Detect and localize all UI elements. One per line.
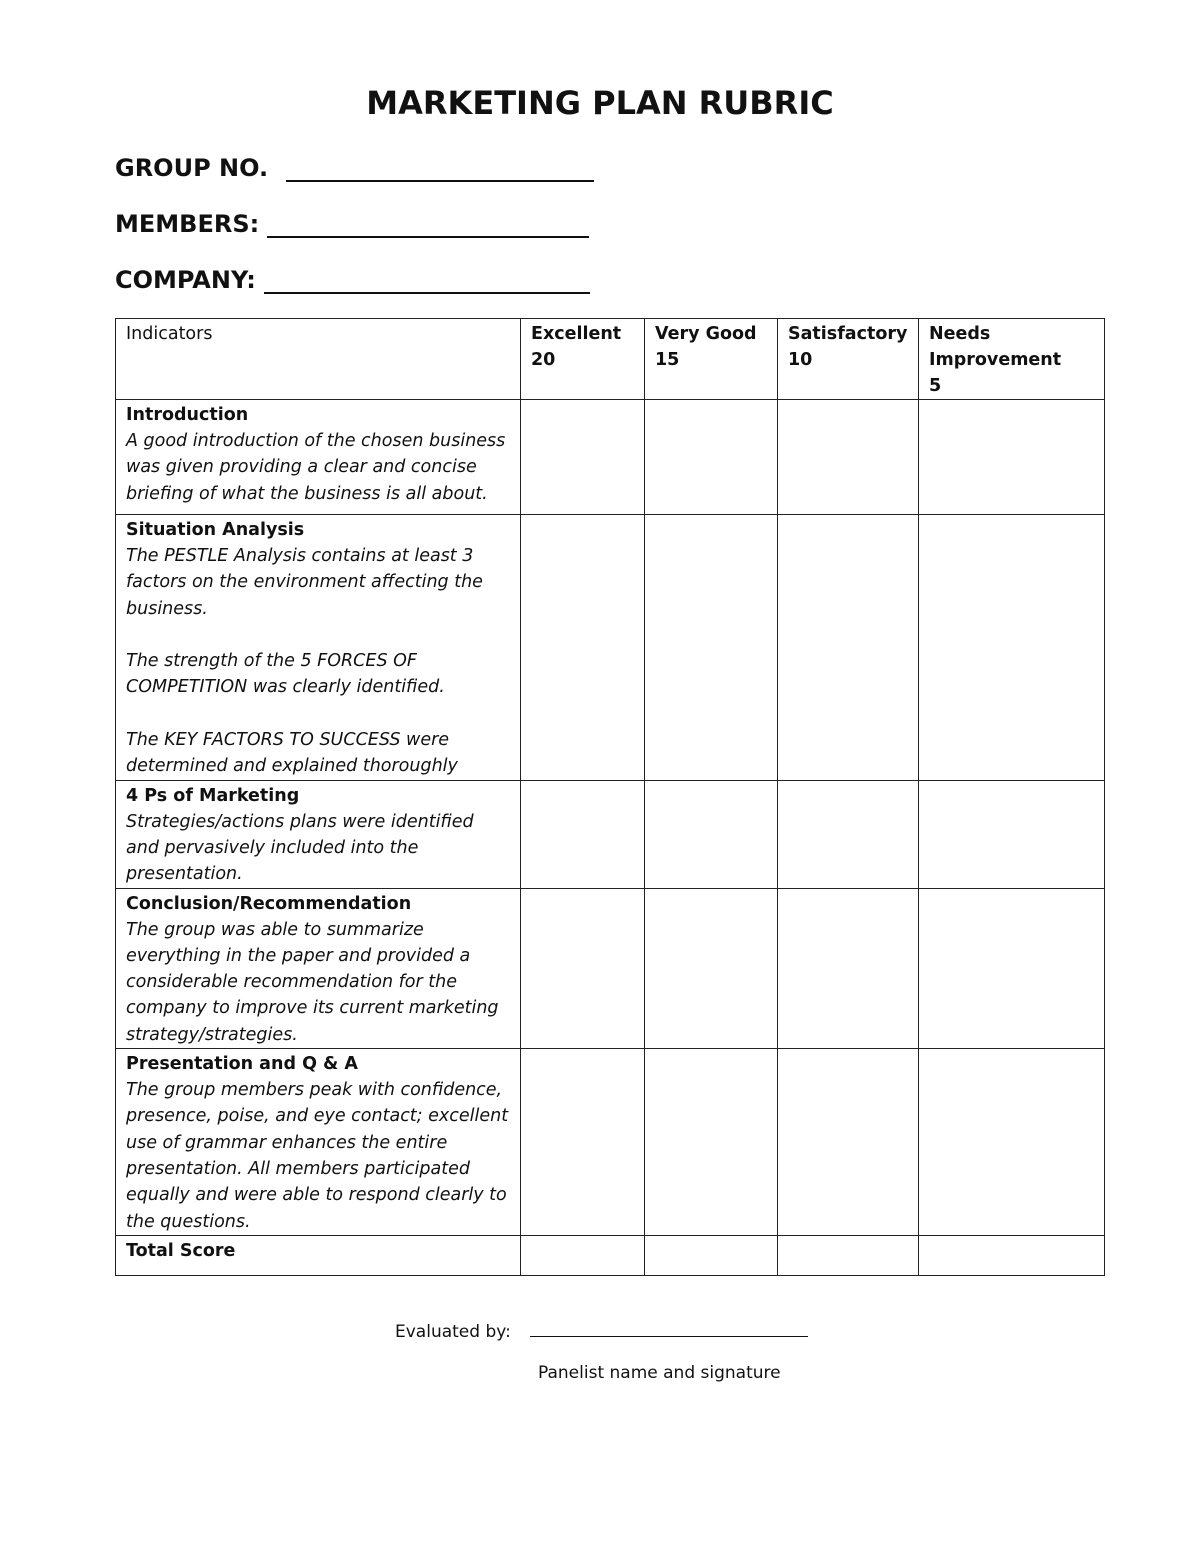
score-cell-satisfactory[interactable] bbox=[778, 780, 919, 888]
rubric-table bbox=[115, 318, 1105, 1276]
evaluated-by-label: Evaluated by: bbox=[395, 1322, 511, 1342]
score-cell-excellent[interactable] bbox=[521, 515, 645, 781]
header-needs-improvement: Needs Improvement 5 bbox=[919, 319, 1105, 400]
score-cell-needs-improvement[interactable] bbox=[919, 515, 1105, 781]
score-cell-satisfactory[interactable] bbox=[778, 888, 919, 1048]
group-number-field bbox=[115, 154, 594, 182]
members-field bbox=[115, 210, 589, 238]
indicator-cell: Presentation and Q & A The group members peak with confidence, presence, poise, and eye contact; excellent use of grammar enhances the entire presentation. All members participated equally and were able to respond clearly to the questions. bbox=[116, 1049, 521, 1236]
header-excellent: Excellent 20 bbox=[521, 319, 645, 400]
group-number-blank[interactable] bbox=[286, 158, 594, 182]
total-cell-very-good[interactable] bbox=[645, 1235, 778, 1275]
table-row bbox=[116, 400, 1105, 515]
score-cell-very-good[interactable] bbox=[645, 400, 778, 515]
total-score-row bbox=[116, 1235, 1105, 1275]
indicator-cell: Situation Analysis The PESTLE Analysis contains at least 3 factors on the environment affecting the business. The strength of the 5 FORCES OF COMPETITION was clearly identified. The KEY FACTORS TO SUCCESS were determined and explained thoroughly bbox=[116, 515, 521, 781]
evaluated-by bbox=[395, 1320, 808, 1342]
company-blank[interactable] bbox=[264, 270, 590, 294]
document-title: MARKETING PLAN RUBRIC bbox=[366, 84, 834, 122]
score-cell-excellent[interactable] bbox=[521, 780, 645, 888]
score-cell-excellent[interactable] bbox=[521, 888, 645, 1048]
header-satisfactory: Satisfactory 10 bbox=[778, 319, 919, 400]
score-cell-needs-improvement[interactable] bbox=[919, 1049, 1105, 1236]
total-score-label-cell: Total Score bbox=[116, 1235, 521, 1275]
score-cell-needs-improvement[interactable] bbox=[919, 400, 1105, 515]
score-cell-excellent[interactable] bbox=[521, 400, 645, 515]
header-very-good: Very Good 15 bbox=[645, 319, 778, 400]
evaluator-signature-blank[interactable] bbox=[530, 1320, 808, 1337]
group-number-label: GROUP NO. bbox=[115, 154, 269, 182]
total-cell-excellent[interactable] bbox=[521, 1235, 645, 1275]
score-cell-excellent[interactable] bbox=[521, 1049, 645, 1236]
header-indicators: Indicators bbox=[116, 319, 521, 400]
score-cell-very-good[interactable] bbox=[645, 515, 778, 781]
score-cell-satisfactory[interactable] bbox=[778, 1049, 919, 1236]
table-row bbox=[116, 780, 1105, 888]
total-cell-satisfactory[interactable] bbox=[778, 1235, 919, 1275]
score-cell-satisfactory[interactable] bbox=[778, 515, 919, 781]
score-cell-very-good[interactable] bbox=[645, 1049, 778, 1236]
members-label: MEMBERS: bbox=[115, 210, 260, 238]
company-field bbox=[115, 266, 590, 294]
panelist-caption: Panelist name and signature bbox=[538, 1363, 781, 1383]
score-cell-satisfactory[interactable] bbox=[778, 400, 919, 515]
indicator-cell: 4 Ps of Marketing Strategies/actions plans were identified and pervasively included into the presentation. bbox=[116, 780, 521, 888]
total-cell-needs-improvement[interactable] bbox=[919, 1235, 1105, 1275]
company-label: COMPANY: bbox=[115, 266, 256, 294]
score-cell-needs-improvement[interactable] bbox=[919, 780, 1105, 888]
indicator-cell: Introduction A good introduction of the chosen business was given providing a clear and concise briefing of what the business is all about. bbox=[116, 400, 521, 515]
header-row bbox=[116, 319, 1105, 400]
indicator-cell: Conclusion/Recommendation The group was able to summarize everything in the paper and provided a considerable recommendation for the company to improve its current marketing strategy/strategies. bbox=[116, 888, 521, 1048]
score-cell-needs-improvement[interactable] bbox=[919, 888, 1105, 1048]
members-blank[interactable] bbox=[267, 214, 589, 238]
score-cell-very-good[interactable] bbox=[645, 780, 778, 888]
table-row bbox=[116, 1049, 1105, 1236]
score-cell-very-good[interactable] bbox=[645, 888, 778, 1048]
table-row bbox=[116, 515, 1105, 781]
table-row bbox=[116, 888, 1105, 1048]
